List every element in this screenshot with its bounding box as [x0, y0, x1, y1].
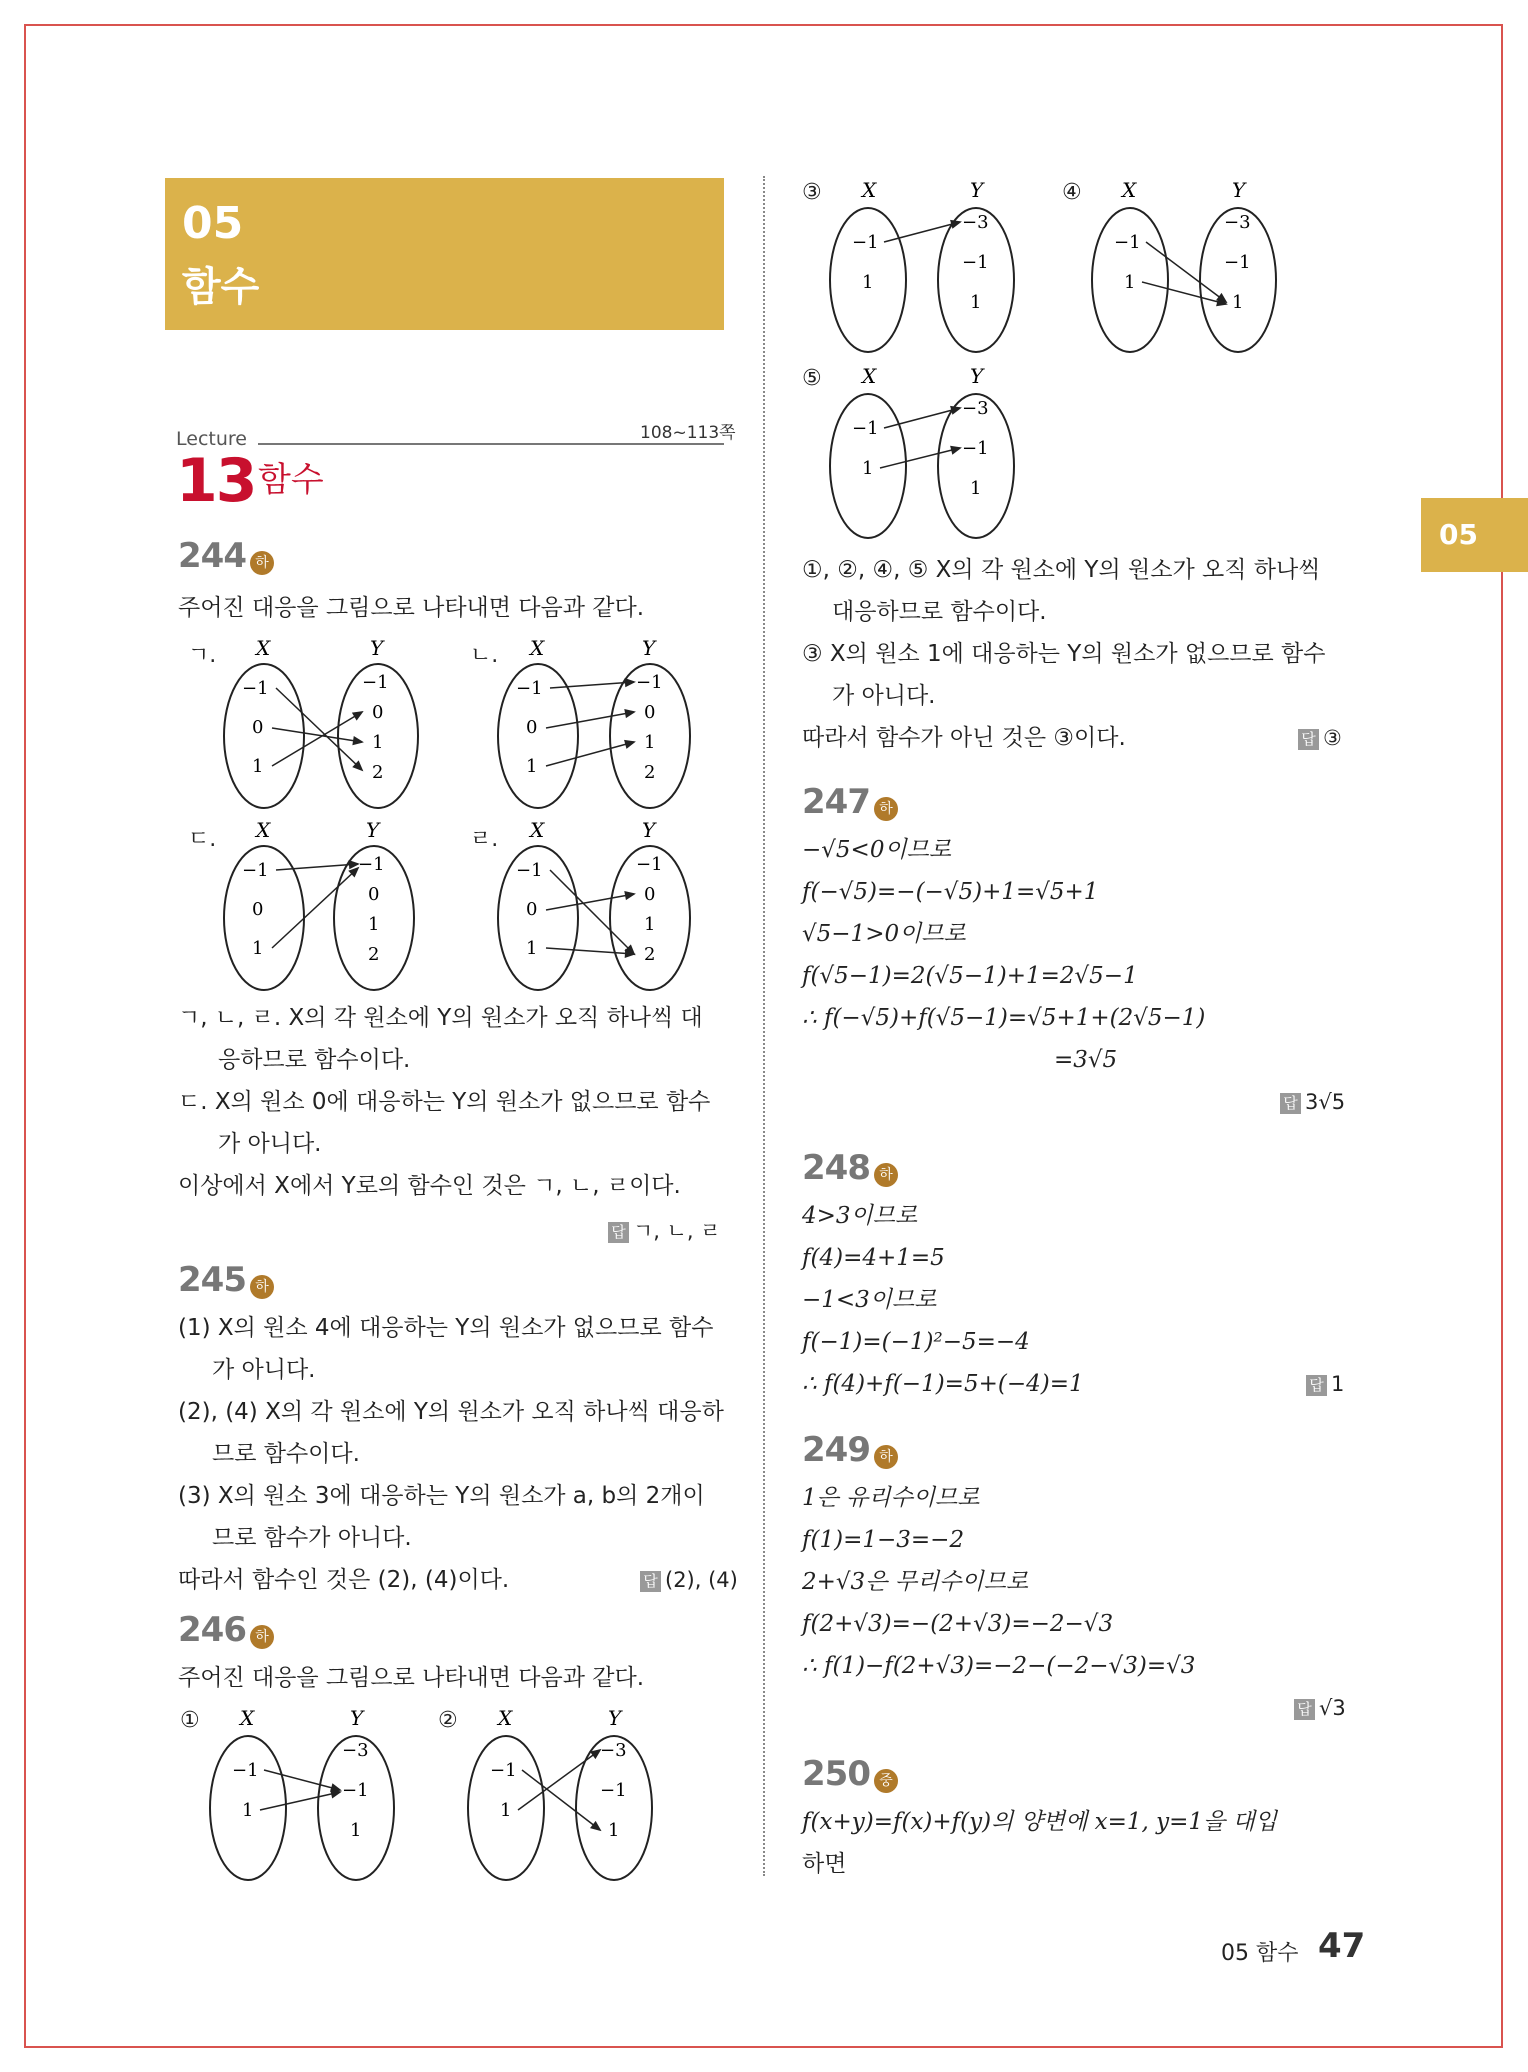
diagram-label: ㄱ.	[188, 643, 217, 668]
x-element: 0	[252, 717, 264, 738]
q248-line: ∴ f(4)+f(−1)=5+(−4)=1	[802, 1371, 1084, 1397]
set-y-label: Y	[366, 820, 380, 842]
x-element: 1	[242, 1800, 254, 1821]
y-element: −1	[342, 1780, 369, 1801]
side-tab-label: 05	[1439, 518, 1478, 551]
q246-line: 대응하므로 함수이다.	[832, 599, 1047, 625]
set-x-label: X	[530, 638, 545, 660]
diagram-label: ㄴ.	[470, 643, 499, 668]
answer-value: ③	[1323, 726, 1342, 750]
q247-line: f(−√5)=−(−√5)+1=√5+1	[802, 879, 1099, 905]
x-element: 1	[862, 272, 874, 293]
y-element: 2	[368, 944, 380, 965]
x-element: −1	[1114, 232, 1141, 253]
arrowhead	[353, 712, 362, 719]
y-element: −3	[600, 1740, 627, 1761]
arrowhead	[625, 710, 634, 717]
q249-line: 2+√3은 무리수이므로	[802, 1569, 1029, 1595]
answer-value: 1	[1331, 1372, 1345, 1396]
question-number: 248	[802, 1148, 870, 1188]
arrowhead	[951, 447, 960, 454]
q247-line: f(√5−1)=2(√5−1)+1=2√5−1	[802, 963, 1138, 989]
arrowhead	[625, 679, 634, 686]
q244-line: 응하므로 함수이다.	[218, 1047, 411, 1073]
y-element: −1	[358, 854, 385, 875]
q247-line: ∴ f(−√5)+f(√5−1)=√5+1+(2√5−1)	[802, 1005, 1206, 1031]
q246-line: 가 아니다.	[832, 683, 936, 709]
q245-line: (2), (4) X의 각 원소에 Y의 원소가 오직 하나씩 대응하	[178, 1399, 724, 1425]
q244-diagram-b	[494, 638, 714, 810]
set-x-label: X	[240, 1708, 255, 1730]
y-element: −1	[600, 1780, 627, 1801]
x-element: 0	[252, 899, 264, 920]
answer-tag: 답	[1280, 1093, 1301, 1114]
set-y-label: Y	[350, 1708, 364, 1730]
arrows	[546, 679, 634, 766]
set-x-label: X	[256, 638, 271, 660]
diagram-label: ㄷ.	[188, 827, 217, 852]
arrowhead	[951, 407, 960, 414]
q245-line: 따라서 함수인 것은 (2), (4)이다.	[178, 1567, 510, 1593]
question-number: 246	[178, 1610, 246, 1650]
difficulty-badge: 하	[874, 1163, 898, 1187]
q246-answer	[1298, 726, 1342, 750]
y-element: 1	[970, 478, 982, 499]
q249-line: ∴ f(1)−f(2+√3)=−2−(−2−√3)=√3	[802, 1653, 1196, 1679]
q248-line: −1<3이므로	[802, 1287, 937, 1313]
q250-heading	[802, 1754, 898, 1794]
diagram-label: ②	[438, 1708, 458, 1733]
set-x-label: X	[498, 1708, 513, 1730]
q244-intro: 주어진 대응을 그림으로 나타내면 다음과 같다.	[178, 595, 645, 621]
set-y-label: Y	[370, 638, 384, 660]
y-element: 2	[644, 944, 656, 965]
arrows	[260, 1770, 340, 1810]
q246-diagram-3	[826, 180, 1046, 356]
q244-answer	[608, 1215, 721, 1245]
q247-heading	[802, 782, 898, 822]
set-x-label: X	[862, 180, 877, 202]
arrowhead	[353, 737, 362, 744]
y-element: 1	[368, 914, 380, 935]
set-x-label: X	[256, 820, 271, 842]
chapter-number: 05	[182, 198, 244, 249]
answer-value: √3	[1319, 1696, 1346, 1720]
x-element: 1	[526, 938, 538, 959]
y-element: −1	[962, 438, 989, 459]
q248-heading	[802, 1148, 898, 1188]
x-element: −1	[516, 860, 543, 881]
y-element: −3	[342, 1740, 369, 1761]
q249-line: f(2+√3)=−(2+√3)=−2−√3	[802, 1611, 1114, 1637]
page-number: 47	[1318, 1926, 1366, 1966]
arrows	[546, 870, 634, 957]
q244-diagram-d	[494, 820, 714, 992]
y-element: 1	[350, 1820, 362, 1841]
q250-line: f(x+y)=f(x)+f(y)의 양변에 x=1, y=1을 대입	[802, 1809, 1277, 1835]
lecture-pages: 108~113쪽	[640, 423, 736, 443]
q247-answer	[1280, 1090, 1345, 1114]
set-y-label: Y	[608, 1708, 622, 1730]
q245-answer	[640, 1568, 738, 1592]
difficulty-badge: 하	[874, 797, 898, 821]
q245-line: 므로 함수이다.	[212, 1441, 360, 1467]
lecture-word: Lecture	[176, 428, 247, 450]
arrowhead	[591, 1822, 600, 1830]
column-divider	[763, 176, 765, 1876]
q249-line: 1은 유리수이므로	[802, 1485, 980, 1511]
set-y-label: Y	[642, 638, 656, 660]
arrowhead	[625, 741, 634, 748]
difficulty-badge: 중	[874, 1769, 898, 1793]
q247-line: √5−1>0이므로	[802, 921, 966, 947]
x-element: 1	[1124, 272, 1136, 293]
x-element: 1	[252, 756, 264, 777]
y-element: 1	[372, 732, 384, 753]
q248-line: f(−1)=(−1)²−5=−4	[802, 1329, 1030, 1355]
x-element: −1	[516, 678, 543, 699]
y-element: 1	[644, 914, 656, 935]
q248-answer	[1306, 1372, 1344, 1396]
x-element: −1	[232, 1760, 259, 1781]
x-element: −1	[852, 232, 879, 253]
diagram-label: ①	[180, 1708, 200, 1733]
answer-value: 3√5	[1305, 1090, 1346, 1114]
y-element: −3	[962, 212, 989, 233]
x-element: 1	[862, 458, 874, 479]
footer-chapter-title: 05 함수	[1221, 1941, 1299, 1966]
diagram-label: ⑤	[802, 366, 822, 391]
set-y-label: Y	[1232, 180, 1246, 202]
x-element: 1	[252, 938, 264, 959]
q244-line: 가 아니다.	[218, 1131, 322, 1157]
question-number: 247	[802, 782, 870, 822]
difficulty-badge: 하	[250, 1625, 274, 1649]
answer-tag: 답	[608, 1222, 629, 1243]
chapter-title: 함수	[182, 264, 260, 310]
q245-heading	[178, 1260, 274, 1300]
y-element: −1	[362, 672, 389, 693]
answer-tag: 답	[1306, 1375, 1327, 1396]
arrowhead	[331, 1790, 340, 1797]
set-x-label: X	[530, 820, 545, 842]
y-element: 1	[1232, 292, 1244, 313]
x-element: 1	[500, 1800, 512, 1821]
q246-diagram-1	[206, 1708, 426, 1884]
y-element: 1	[644, 732, 656, 753]
difficulty-badge: 하	[250, 551, 274, 575]
answer-tag: 답	[1294, 1699, 1315, 1720]
q249-heading	[802, 1430, 898, 1470]
arrows	[272, 861, 358, 948]
arrowhead	[349, 861, 358, 868]
lecture-number: 13	[176, 446, 256, 516]
q246-line: ③ X의 원소 1에 대응하는 Y의 원소가 없으므로 함수	[802, 641, 1326, 667]
q249-answer	[1294, 1696, 1346, 1720]
y-element: −1	[962, 252, 989, 273]
q247-line: −√5<0이므로	[802, 837, 952, 863]
y-element: 2	[644, 762, 656, 783]
diagram-label: ④	[1062, 180, 1082, 205]
q245-line: (3) X의 원소 3에 대응하는 Y의 원소가 a, b의 2개이	[178, 1483, 705, 1509]
y-element: −1	[1224, 252, 1251, 273]
arrows	[1142, 242, 1226, 305]
x-element: −1	[242, 678, 269, 699]
q246-diagram-4	[1086, 180, 1306, 356]
arrows	[272, 688, 362, 770]
arrowhead	[625, 892, 634, 899]
arrowhead	[591, 1750, 600, 1758]
q245-line: 므로 함수가 아니다.	[212, 1525, 412, 1551]
q246-intro: 주어진 대응을 그림으로 나타내면 다음과 같다.	[178, 1665, 645, 1691]
q244-diagram-c	[212, 820, 432, 992]
y-element: 1	[970, 292, 982, 313]
x-element: 0	[526, 899, 538, 920]
q248-line: f(4)=4+1=5	[802, 1245, 945, 1271]
y-element: 0	[372, 702, 384, 723]
y-element: 2	[372, 762, 384, 783]
answer-value: (2), (4)	[665, 1568, 738, 1592]
side-chapter-tab[interactable]	[1421, 498, 1528, 572]
x-element: 0	[526, 717, 538, 738]
set-y-label: Y	[970, 180, 984, 202]
arrows	[518, 1750, 600, 1830]
set-x-label: X	[1122, 180, 1137, 202]
x-element: −1	[852, 418, 879, 439]
x-element: 1	[526, 756, 538, 777]
q246-heading	[178, 1610, 274, 1650]
y-element: −1	[636, 854, 663, 875]
arrowhead	[951, 221, 960, 228]
q244-diagram-a	[212, 638, 432, 810]
q244-line: ㄱ, ㄴ, ㄹ. X의 각 원소에 Y의 원소가 오직 하나씩 대	[178, 1005, 703, 1031]
q249-line: f(1)=1−3=−2	[802, 1527, 965, 1553]
y-element: −3	[962, 398, 989, 419]
set-x-label: X	[862, 366, 877, 388]
q247-line: =3√5	[1054, 1047, 1118, 1073]
q245-line: 가 아니다.	[212, 1357, 316, 1383]
q248-line: 4>3이므로	[802, 1203, 918, 1229]
answer-tag: 답	[1298, 729, 1319, 750]
diagram-label: ③	[802, 180, 822, 205]
difficulty-badge: 하	[874, 1445, 898, 1469]
y-element: 1	[608, 1820, 620, 1841]
y-element: 0	[644, 884, 656, 905]
y-element: −1	[636, 672, 663, 693]
lecture-rule	[258, 443, 724, 445]
question-number: 245	[178, 1260, 246, 1300]
question-number: 244	[178, 536, 246, 576]
question-number: 249	[802, 1430, 870, 1470]
y-element: 0	[368, 884, 380, 905]
q244-line: ㄷ. X의 원소 0에 대응하는 Y의 원소가 없으므로 함수	[178, 1089, 711, 1115]
q244-heading	[178, 536, 274, 576]
difficulty-badge: 하	[250, 1275, 274, 1299]
y-element: 0	[644, 702, 656, 723]
x-element: −1	[490, 1760, 517, 1781]
lecture-title: 함수	[258, 460, 324, 500]
answer-tag: 답	[640, 1571, 661, 1592]
set-y-label: Y	[970, 366, 984, 388]
question-number: 250	[802, 1754, 870, 1794]
q246-diagram-2	[462, 1708, 682, 1884]
set-y-label: Y	[642, 820, 656, 842]
y-element: −3	[1224, 212, 1251, 233]
diagram-label: ㄹ.	[470, 827, 499, 852]
q246-diagram-5	[826, 366, 1046, 542]
answer-value: ㄱ, ㄴ, ㄹ	[633, 1219, 721, 1243]
q246-line: ①, ②, ④, ⑤ X의 각 원소에 Y의 원소가 오직 하나씩	[802, 557, 1321, 583]
q246-line: 따라서 함수가 아닌 것은 ③이다.	[802, 725, 1126, 751]
q244-line: 이상에서 X에서 Y로의 함수인 것은 ㄱ, ㄴ, ㄹ이다.	[178, 1173, 681, 1199]
q245-line: (1) X의 원소 4에 대응하는 Y의 원소가 없으므로 함수	[178, 1315, 714, 1341]
q250-line: 하면	[802, 1851, 847, 1877]
x-element: −1	[242, 860, 269, 881]
